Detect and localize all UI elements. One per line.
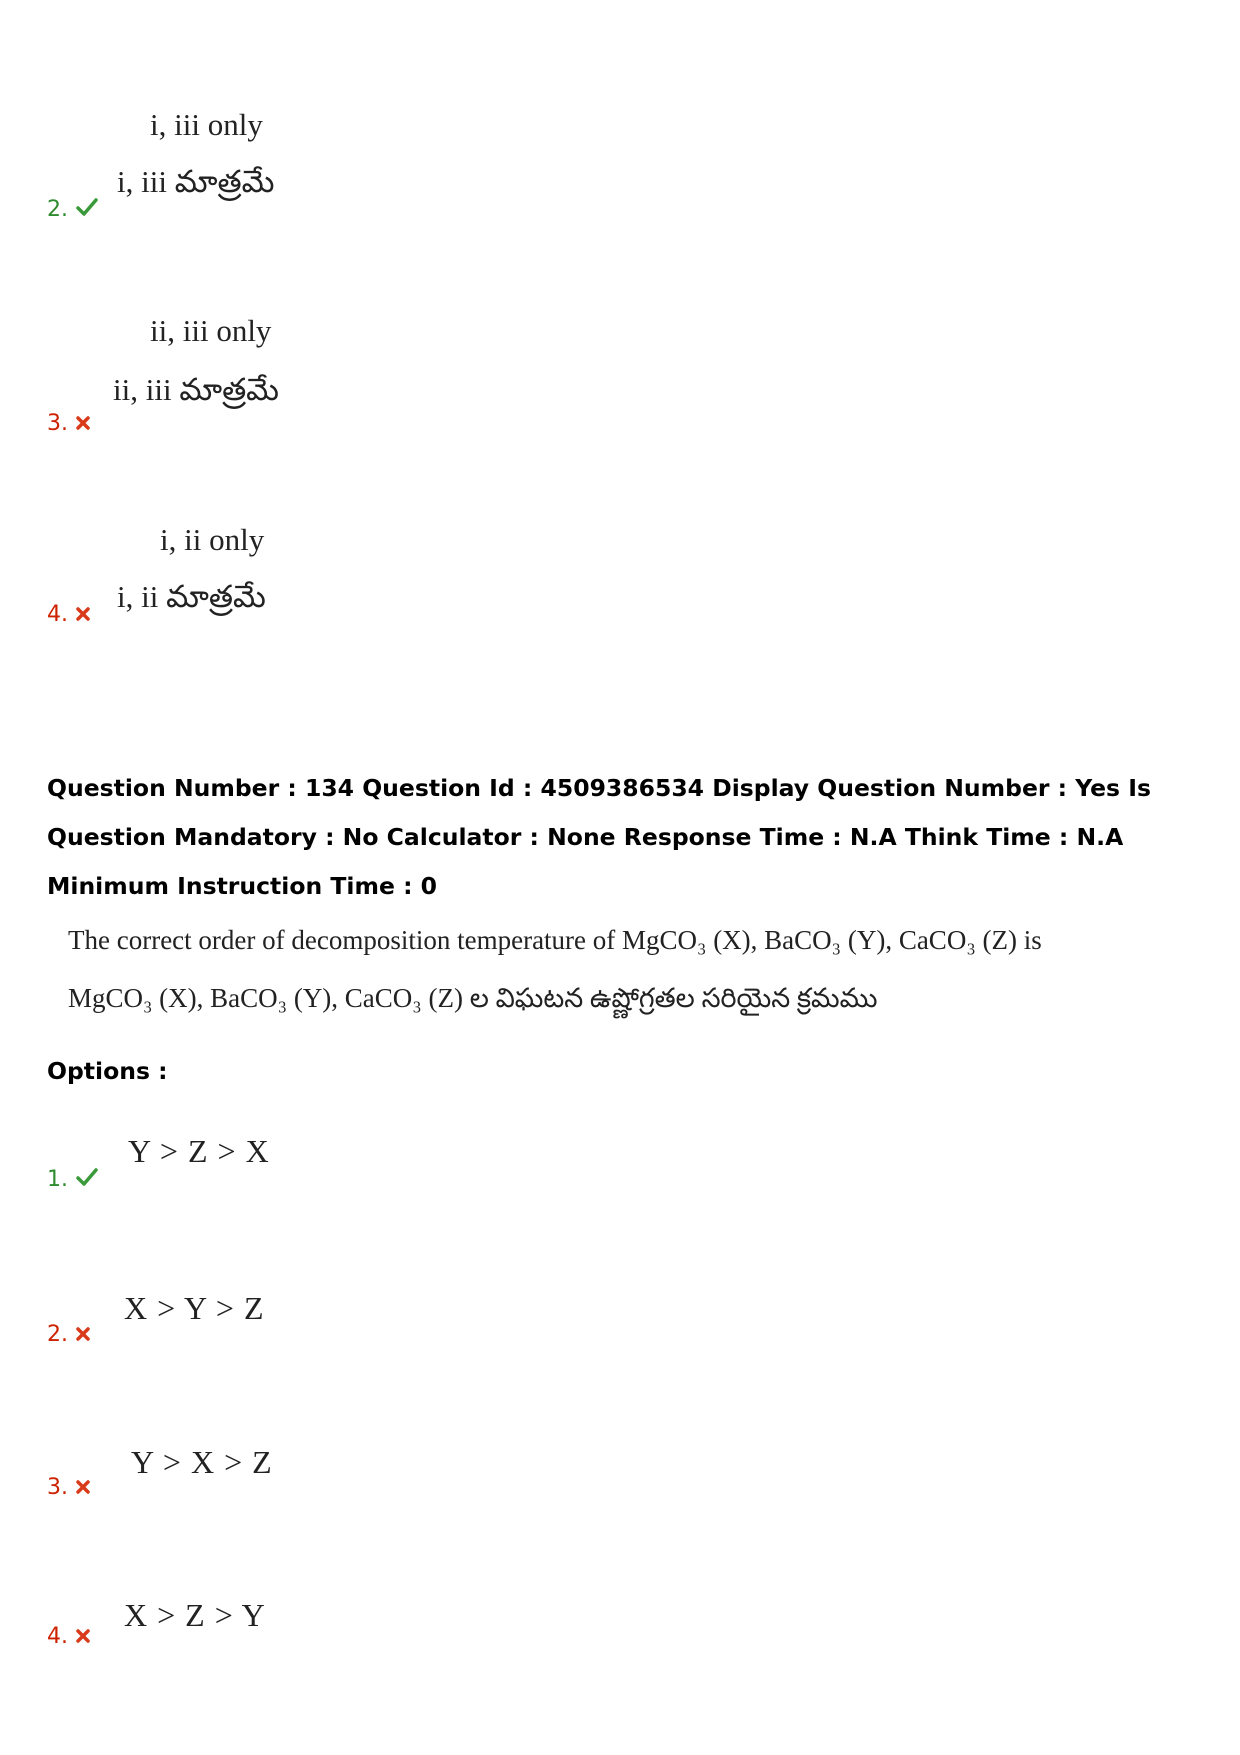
cross-icon — [76, 1322, 90, 1347]
question-metadata: Question Number : 134 Question Id : 4509386534 Display Question Number : Yes Is Question Mandatory : No Calculator : None Response Time : N.A Think Time : N.A Minimum Instruction Time : 0 — [47, 774, 1151, 900]
options-label: Options : — [47, 1057, 168, 1085]
question-text-en: The correct order of decomposition temperature of MgCO₃ (X), BaCO₃ (Y), CaCO₃ (Z) is — [68, 925, 1042, 955]
option-number: 1. — [47, 1167, 98, 1192]
option-text-te: i, iii మాత్రమే — [117, 164, 275, 199]
cross-icon — [76, 602, 90, 627]
cross-icon — [76, 1624, 90, 1649]
option-text-te: i, ii మాత్రమే — [117, 579, 266, 614]
option-number: 3. — [47, 1475, 90, 1500]
option-number: 2. — [47, 197, 98, 222]
cross-icon — [76, 1475, 90, 1500]
check-icon — [76, 197, 98, 222]
option-text: Y > X > Z — [131, 1444, 273, 1480]
question-text-te: MgCO₃ (X), BaCO₃ (Y), CaCO₃ (Z) ల విఘటన ఉష్ణోగ్రతల సరియైన క్రమము — [68, 983, 878, 1013]
option-text-te: ii, iii మాత్రమే — [113, 372, 279, 407]
option-text-en: ii, iii only — [150, 313, 272, 348]
cross-icon — [76, 411, 90, 436]
option-number: 4. — [47, 602, 90, 627]
option-number: 3. — [47, 411, 90, 436]
option-text-en: i, iii only — [150, 107, 263, 142]
option-text-en: i, ii only — [160, 522, 265, 557]
check-icon — [76, 1167, 98, 1192]
option-text: X > Z > Y — [124, 1597, 266, 1633]
option-number: 2. — [47, 1322, 90, 1347]
option-text: X > Y > Z — [124, 1290, 265, 1326]
option-number: 4. — [47, 1624, 90, 1649]
option-text: Y > Z > X — [128, 1133, 270, 1169]
